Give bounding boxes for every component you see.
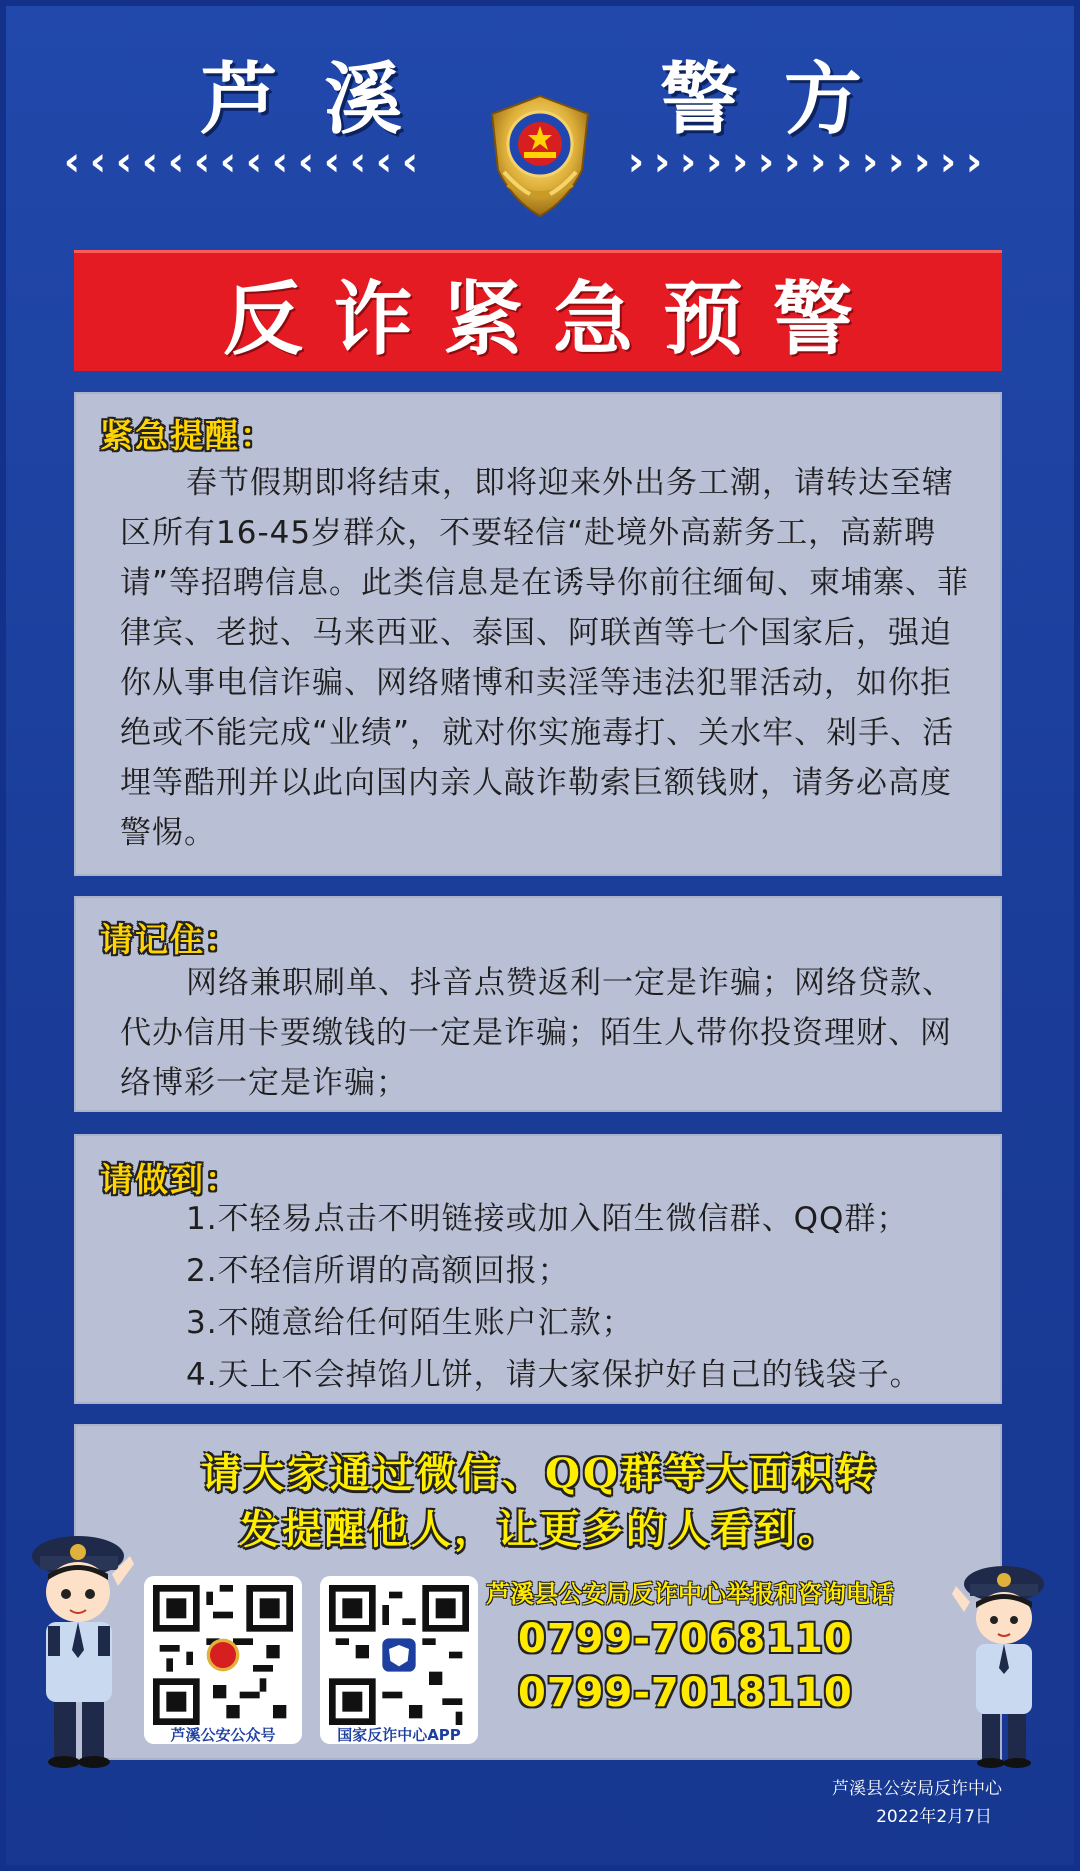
- chevron-left-icon: ‹: [115, 139, 133, 185]
- todo-item: 4.天上不会掉馅儿饼，请大家保护好自己的钱袋子。: [186, 1357, 922, 1393]
- urgent-reminder-text: 春节假期即将结束，即将迎来外出务工潮，请转达至辖区所有16-45岁群众，不要轻信“赴境外高薪务工，高薪聘请”等招聘信息。此类信息是在诱导你前往缅甸、柬埔寨、菲律宾、老挝、马来西亚、泰国、阿联酋等七个国家后，强迫你从事电信诈骗、网络赌博和卖淫等违法犯罪活动，如你拒绝或不能完成“业绩”，就对你实施毒打、关水牢、剁手、活埋等酷刑并以此向国内亲人敲诈勒索巨额钱财，请务必高度警惕。: [120, 465, 970, 851]
- saluting-officer-left-icon: [26, 1530, 136, 1770]
- hotline-title: 芦溪县公安局反诈中心举报和咨询电话: [486, 1580, 894, 1608]
- chevron-left-icon: ‹: [375, 139, 393, 185]
- remember-heading: 请记住：: [100, 920, 240, 959]
- chevron-left-icon: ‹: [167, 139, 185, 185]
- chevron-right-icon: ›: [887, 139, 905, 185]
- chevron-right-icon: ›: [809, 139, 827, 185]
- chevron-left-icon: ‹: [63, 139, 81, 185]
- urgent-reminder-panel: [74, 392, 1002, 876]
- left-chevron-decoration: [62, 139, 420, 187]
- chevron-right-icon: ›: [731, 139, 749, 185]
- chevron-right-icon: ›: [679, 139, 697, 185]
- right-chevron-decoration: [626, 139, 984, 187]
- chevron-left-icon: ‹: [219, 139, 237, 185]
- header-left-title: 芦溪: [200, 54, 449, 145]
- qr-code-icon: [153, 1585, 293, 1725]
- chevron-left-icon: ‹: [401, 139, 419, 185]
- urgent-reminder-heading: 紧急提醒：: [100, 416, 275, 455]
- chevron-right-icon: ›: [835, 139, 853, 185]
- chevron-right-icon: ›: [757, 139, 775, 185]
- qr-code-icon: [329, 1585, 469, 1725]
- todo-heading: 请做到：: [100, 1160, 240, 1199]
- chevron-left-icon: ‹: [323, 139, 341, 185]
- chevron-right-icon: ›: [913, 139, 931, 185]
- banner-title: 反诈紧急预警: [223, 272, 883, 366]
- warning-banner: [74, 250, 1002, 371]
- share-slogan-line1: 请大家通过微信、QQ群等大面积转: [201, 1450, 879, 1497]
- footer-date: 2022年2月7日: [876, 1807, 992, 1827]
- header-right-title: 警方: [660, 54, 909, 145]
- hotline-phone-1[interactable]: 0799-7068110: [518, 1616, 853, 1662]
- share-panel: [74, 1424, 1002, 1760]
- todo-item: 3.不随意给任何陌生账户汇款；: [186, 1305, 634, 1341]
- chevron-right-icon: ›: [627, 139, 645, 185]
- chevron-left-icon: ‹: [271, 139, 289, 185]
- hotline-phone-2[interactable]: 0799-7018110: [518, 1670, 853, 1716]
- chevron-left-icon: ‹: [193, 139, 211, 185]
- chevron-right-icon: ›: [783, 139, 801, 185]
- chevron-right-icon: ›: [861, 139, 879, 185]
- anti-fraud-app-qr-code[interactable]: [320, 1576, 478, 1744]
- share-slogan-line2: 发提醒他人，让更多的人看到。: [239, 1506, 841, 1553]
- chevron-left-icon: ‹: [89, 139, 107, 185]
- remember-text: 网络兼职刷单、抖音点赞返利一定是诈骗；网络贷款、代办信用卡要缴钱的一定是诈骗；陌生人带你投资理财、网络博彩一定是诈骗；: [120, 965, 954, 1101]
- wechat-account-qr-code[interactable]: [144, 1576, 302, 1744]
- todo-item: 2.不轻信所谓的高额回报；: [186, 1253, 570, 1289]
- chevron-right-icon: ›: [705, 139, 723, 185]
- police-emblem-icon: [478, 92, 602, 220]
- chevron-right-icon: ›: [965, 139, 983, 185]
- todo-panel: [74, 1134, 1002, 1404]
- chevron-right-icon: ›: [939, 139, 957, 185]
- qr1-label: 芦溪公安公众号: [170, 1726, 276, 1744]
- todo-item: 1.不轻易点击不明链接或加入陌生微信群、QQ群；: [186, 1201, 909, 1237]
- footer-organization: 芦溪县公安局反诈中心: [832, 1779, 1002, 1799]
- qr2-label: 国家反诈中心APP: [337, 1726, 461, 1744]
- chevron-left-icon: ‹: [297, 139, 315, 185]
- chevron-right-icon: ›: [653, 139, 671, 185]
- chevron-left-icon: ‹: [349, 139, 367, 185]
- chevron-left-icon: ‹: [245, 139, 263, 185]
- remember-panel: [74, 896, 1002, 1112]
- saluting-officer-right-icon: [952, 1560, 1052, 1770]
- chevron-left-icon: ‹: [141, 139, 159, 185]
